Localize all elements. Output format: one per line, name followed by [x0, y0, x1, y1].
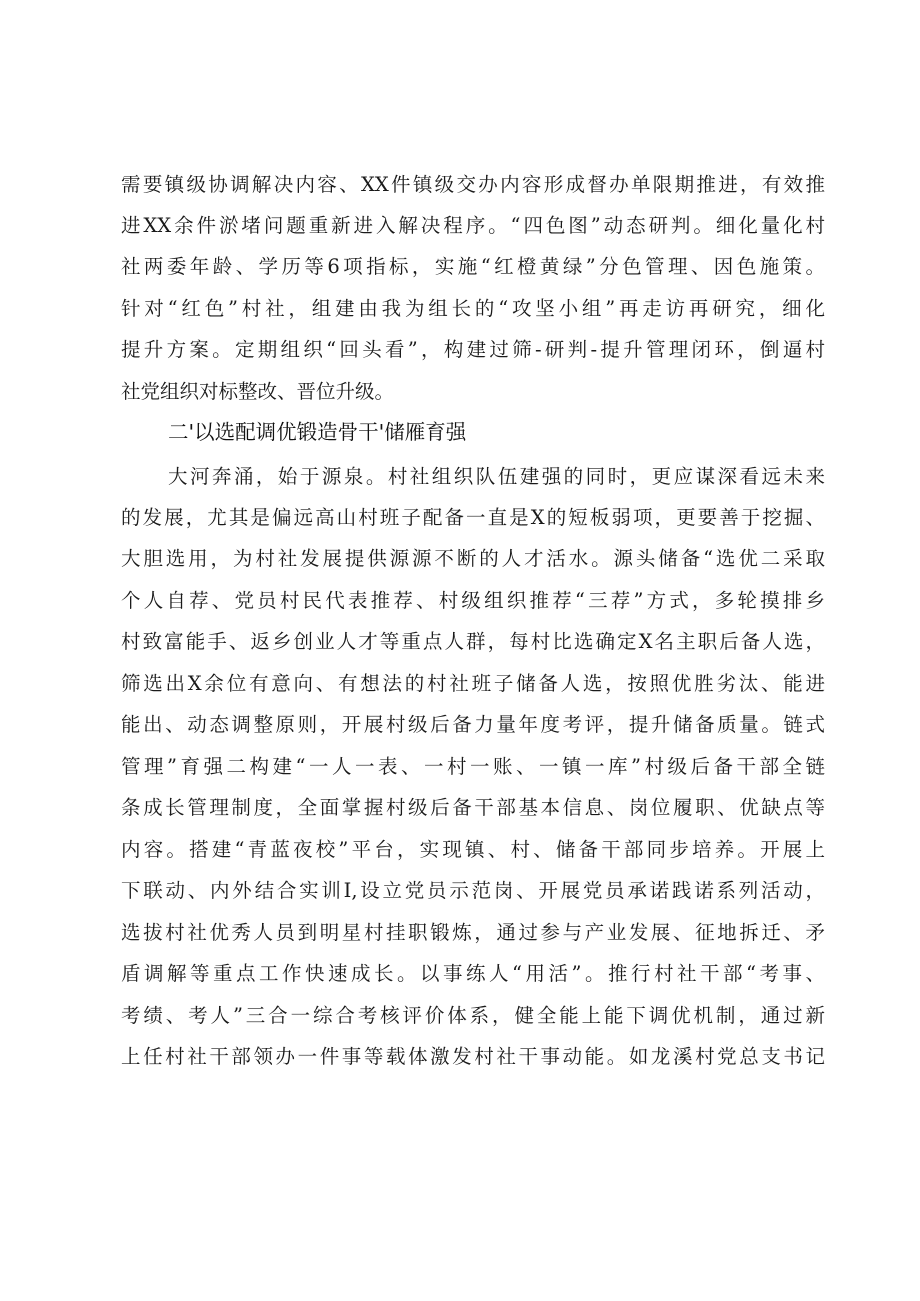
- section-heading: 二'以选配调优锻造骨干'储雁育强: [168, 420, 467, 444]
- paragraph-2-line-2: 的发展，尤其是偏远高山村班子配备一直是X的短板弱项，更要善于挖掘、: [121, 506, 825, 529]
- paragraph-1-line-3: 社两委年龄、学历等6项指标，实施“红橙黄绿”分色管理、因色施策。: [121, 255, 825, 278]
- paragraph-2-line-7: 能出、动态调整原则，开展村级后备力量年度考评，提升储备质量。链式: [121, 713, 825, 736]
- paragraph-2-line-4: 个人自荐、党员村民代表推荐、村级组织推荐“三荐”方式，多轮摸排乡: [121, 589, 825, 612]
- paragraph-2-line-14: 考绩、考人”三合一综合考核评价体系，健全能上能下调优机制，通过新: [121, 1004, 825, 1027]
- paragraph-2-line-6: 筛选出X余位有意向、有想法的村社班子储备人选，按照优胜劣汰、能进: [121, 672, 825, 695]
- paragraph-1-line-4: 针对“红色”村社，组建由我为组长的“攻坚小组”再走访再研究，细化: [121, 297, 825, 320]
- paragraph-1-line-5: 提升方案。定期组织“回头看”，构建过筛-研判-提升管理闭环，倒逼村: [121, 338, 825, 361]
- paragraph-2-line-5: 村致富能手、返乡创业人才等重点人群，每村比选确定X名主职后备人选，: [121, 630, 825, 653]
- paragraph-1-line-6: 社党组织对标整改、晋位升级。: [121, 380, 395, 403]
- paragraph-2-line-8: 管理”育强二构建“一人一表、一村一账、一镇一库”村级后备干部全链: [121, 755, 825, 778]
- paragraph-2-line-15: 上任村社干部领办一件事等载体激发村社干事动能。如龙溪村党总支书记: [121, 1045, 825, 1068]
- paragraph-1-line-1: 需要镇级协调解决内容、XX件镇级交办内容形成督办单限期推进，有效推: [121, 173, 825, 196]
- paragraph-2-line-3: 大胆选用，为村社发展提供源源不断的人才活水。源头储备“选优二采取: [121, 547, 825, 570]
- paragraph-2-line-12: 选拔村社优秀人员到明星村挂职锻炼，通过参与产业发展、征地拆迁、矛: [121, 921, 825, 944]
- paragraph-1-line-2: 进XX余件淤堵问题重新进入解决程序。“四色图”动态研判。细化量化村: [121, 214, 825, 237]
- paragraph-2-line-13: 盾调解等重点工作快速成长。以事练人“用活”。推行村社干部“考事、: [121, 962, 825, 985]
- paragraph-2-line-11: 下联动、内外结合实训I,设立党员示范岗、开展党员承诺践诺系列活动，: [121, 879, 825, 902]
- paragraph-2-line-1: 大河奔涌，始于源泉。村社组织队伍建强的同时，更应谋深看远未来: [168, 465, 825, 488]
- paragraph-2-line-9: 条成长管理制度，全面掌握村级后备干部基本信息、岗位履职、优缺点等: [121, 796, 825, 819]
- paragraph-2-line-10: 内容。搭建“青蓝夜校”平台，实现镇、村、储备干部同步培养。开展上: [121, 838, 825, 861]
